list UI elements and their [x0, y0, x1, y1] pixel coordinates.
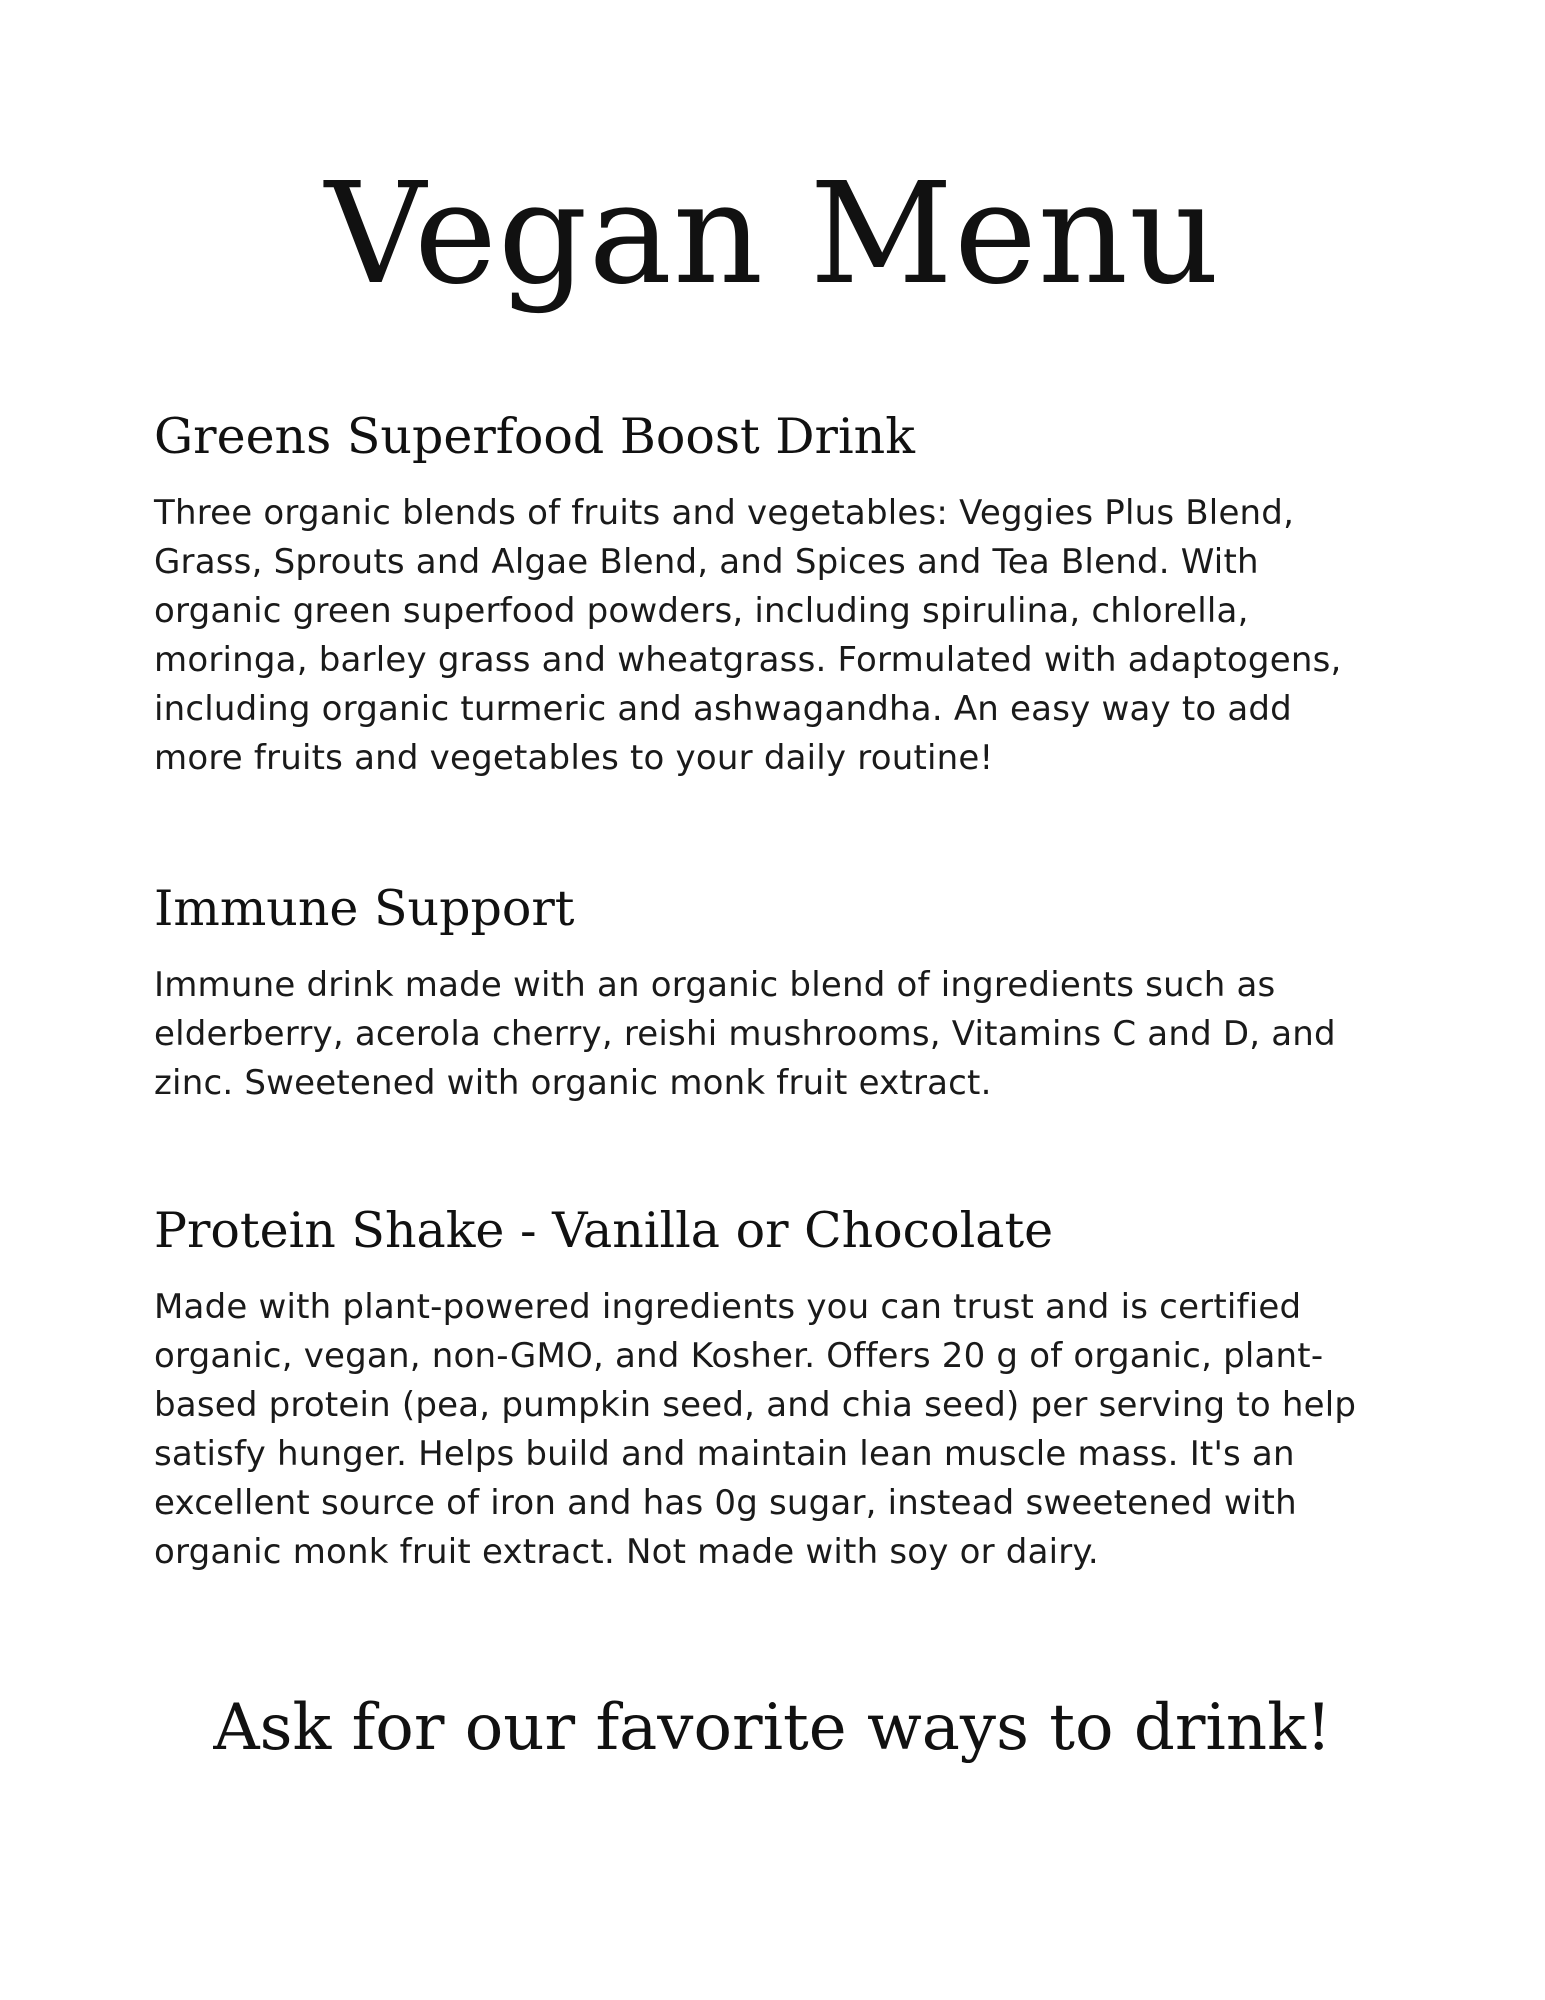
menu-item	[154, 1202, 1404, 1577]
menu-item-name: Immune Support	[154, 880, 575, 937]
menu-item-description: Immune drink made with an organic blend of ingredients such as elderberry, acerola cherry, reishi mushrooms, Vitamins C and D, and zinc. Sweetened with organic monk fruit extract.	[154, 964, 1336, 1103]
menu-title: Vegan Menu	[324, 153, 1221, 316]
menu-item	[154, 408, 1404, 783]
menu-item	[154, 880, 1404, 1108]
menu-footer: Ask for our favorite ways to drink!	[213, 1691, 1332, 1765]
menu-item-name: Protein Shake - Vanilla or Chocolate	[154, 1202, 1054, 1259]
menu-item-name: Greens Superfood Boost Drink	[154, 408, 915, 465]
menu-item-description: Made with plant-powered ingredients you can trust and is certified organic, vegan, non-GMO, and Kosher. Offers 20 g of organic, plant-based protein (pea, pumpkin seed, and chia seed) per serving to help satisfy hunger. Helps build and maintain lean muscle mass. It's an excellent source of iron and has 0g sugar, instead sweetened with organic monk fruit extract. Not made with soy or dairy.	[154, 1286, 1357, 1572]
menu-item-description: Three organic blends of fruits and vegetables: Veggies Plus Blend, Grass, Sprouts and Algae Blend, and Spices and Tea Blend. With organic green superfood powders, including spirulina, chlorella, moringa, barley grass and wheatgrass. Formulated with adaptogens, including organic turmeric and ashwagandha. An easy way to add more fruits and vegetables to your daily routine!	[154, 492, 1342, 778]
